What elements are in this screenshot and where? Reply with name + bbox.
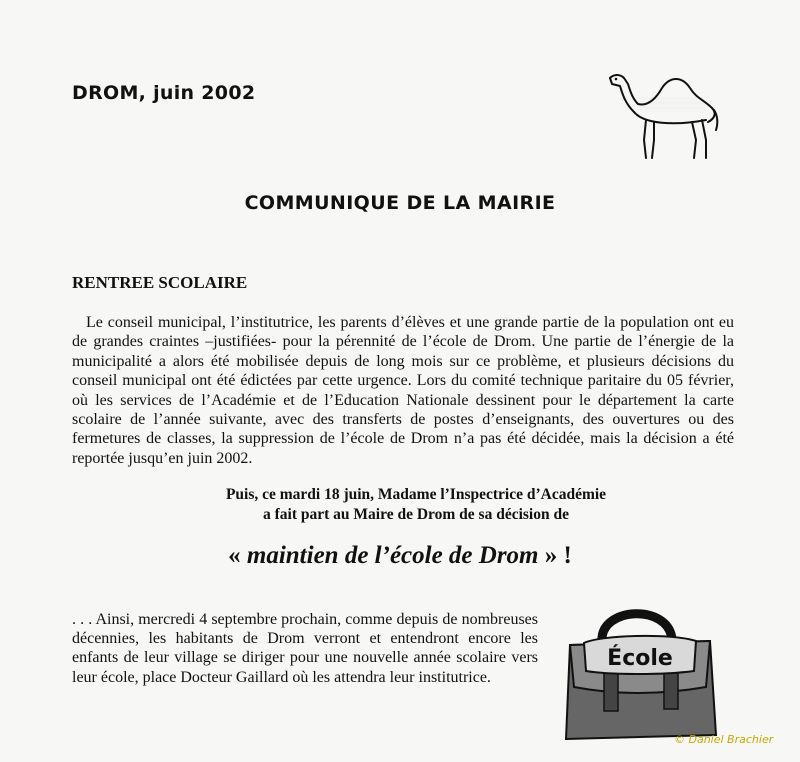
announcement-line-2: a fait part au Maire de Drom de sa décision de [263, 506, 569, 523]
closing-paragraph [72, 610, 538, 687]
page-title: COMMUNIQUE DE LA MAIRIE [244, 192, 556, 214]
school-satchel-icon [560, 595, 720, 745]
body-text: Le conseil municipal, l’institutrice, les parents d’élèves et une grande partie de la population ont eu de grandes craintes –justifiées- pour la pérennité de l’école de Drom. Une partie de l’énergie de la municipalité a alors été mobilisée depuis de long mois sur ce problème, et plusieurs décisions du conseil municipal ont été édictées par cette urgence. Lors du comité technique paritaire du 05 février, où les services de l’Académie et de l’Education Nationale dessinent pour le département la carte scolaire de l’année suivante, avec des transferts de postes d’enseignants, des ouvertures ou des fermetures de classes, la suppression de l’école de Drom n’a pas été décidée, mais la décision a été reportée jusqu’en juin 2002. [72, 314, 734, 467]
closing-text: . . . Ainsi, mercredi 4 septembre prochain, comme depuis de nombreuses décennies, les habitants de Drom verront et entendront encore les enfants de leur village se diriger pour une nouvelle année scolaire vers leur école, place Docteur Gaillard où les attendra leur institutrice. [72, 611, 538, 686]
satchel-label: École [607, 646, 673, 671]
body-paragraph [72, 313, 734, 468]
headline-text: maintien de l’école de Drom [246, 542, 539, 569]
document-date: DROM, juin 2002 [72, 82, 256, 104]
headline-close-quote: » ! [538, 542, 572, 569]
camel-icon [604, 68, 724, 164]
bleed-through-text: ▒▒▒▒▒▒▒ [640, 96, 705, 111]
announcement-line-1: Puis, ce mardi 18 juin, Madame l’Inspectrice d’Académie [225, 486, 607, 503]
copyright-credit: © Daniel Brachier [674, 733, 774, 746]
headline [0, 542, 800, 570]
headline-open-quote: « [228, 542, 247, 569]
section-heading: RENTREE SCOLAIRE [72, 273, 248, 292]
